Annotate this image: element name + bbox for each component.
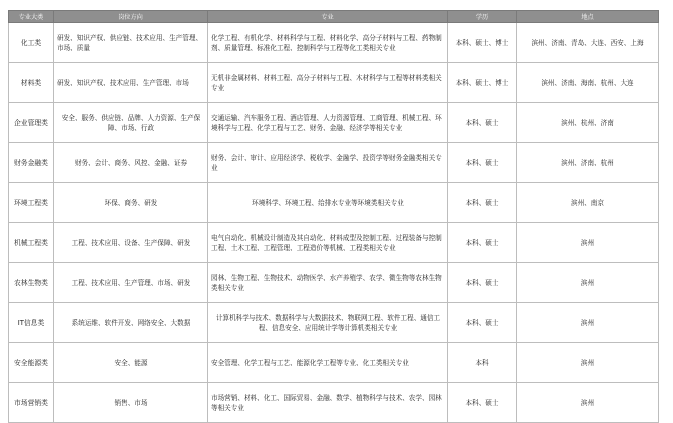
category-cell: 安全能源类 xyxy=(9,343,54,383)
major-cell: 无机非金属材料、材料工程、高分子材料与工程、木材科学与工程等材料类相关专业 xyxy=(208,63,448,103)
header-degree: 学历 xyxy=(448,11,517,23)
table-row xyxy=(9,183,659,223)
major-cell: 市场营销、材料、化工、国际贸易、金融、数学、植物科学与技术、农学、园林等相关专业 xyxy=(208,383,448,423)
category-cell: 财务金融类 xyxy=(9,143,54,183)
table-row xyxy=(9,223,659,263)
position-cell: 研发、知识产权、技术应用、生产管理、市场 xyxy=(54,63,208,103)
location-cell: 滨州、南京 xyxy=(517,183,659,223)
degree-cell: 本科、硕士 xyxy=(448,303,517,343)
position-cell: 系统运维、软件开发、网络安全、大数据 xyxy=(54,303,208,343)
category-cell: 机械工程类 xyxy=(9,223,54,263)
major-cell: 化学工程、有机化学、材料科学与工程、材料化学、高分子材料与工程、药物制剂、质量管理、标准化工程、控制科学与工程等化工类相关专业 xyxy=(208,23,448,63)
category-cell: 环境工程类 xyxy=(9,183,54,223)
location-cell: 滨州 xyxy=(517,223,659,263)
degree-cell: 本科、硕士 xyxy=(448,183,517,223)
degree-cell: 本科、硕士 xyxy=(448,223,517,263)
category-cell: 农林生物类 xyxy=(9,263,54,303)
category-cell: 市场营销类 xyxy=(9,383,54,423)
table-row xyxy=(9,303,659,343)
header-position: 岗位方向 xyxy=(54,11,208,23)
location-cell: 滨州、济南、杭州 xyxy=(517,143,659,183)
location-cell: 滨州 xyxy=(517,303,659,343)
recruitment-table xyxy=(8,10,659,423)
position-cell: 研发、知识产权、供应链、技术应用、生产管理、市场、质量 xyxy=(54,23,208,63)
degree-cell: 本科、硕士 xyxy=(448,263,517,303)
category-cell: 材料类 xyxy=(9,63,54,103)
table-row xyxy=(9,343,659,383)
table-header-row xyxy=(9,11,659,23)
degree-cell: 本科、硕士 xyxy=(448,143,517,183)
category-cell: IT信息类 xyxy=(9,303,54,343)
position-cell: 销售、市场 xyxy=(54,383,208,423)
table-row xyxy=(9,383,659,423)
table-row xyxy=(9,63,659,103)
category-cell: 企业管理类 xyxy=(9,103,54,143)
location-cell: 滨州 xyxy=(517,383,659,423)
major-cell: 财务、会计、审计、应用经济学、税收学、金融学、投资学等财务金融类相关专业 xyxy=(208,143,448,183)
degree-cell: 本科、硕士、博士 xyxy=(448,63,517,103)
degree-cell: 本科 xyxy=(448,343,517,383)
location-cell: 滨州 xyxy=(517,343,659,383)
location-cell: 滨州、杭州、济南 xyxy=(517,103,659,143)
header-major: 专业 xyxy=(208,11,448,23)
position-cell: 环保、商务、研发 xyxy=(54,183,208,223)
table-row xyxy=(9,143,659,183)
header-category: 专业大类 xyxy=(9,11,54,23)
position-cell: 安全、服务、供应链、品牌、人力资源、生产保障、市场、行政 xyxy=(54,103,208,143)
table-row xyxy=(9,263,659,303)
position-cell: 安全、能源 xyxy=(54,343,208,383)
category-cell: 化工类 xyxy=(9,23,54,63)
major-cell: 环境科学、环境工程、给排水专业等环境类相关专业 xyxy=(208,183,448,223)
major-cell: 交通运输、汽车服务工程、酒店管理、人力资源管理、工商管理、机械工程、环境科学与工程、化学工程与工艺、财务、金融、经济学等相关专业 xyxy=(208,103,448,143)
position-cell: 财务、会计、商务、风控、金融、证券 xyxy=(54,143,208,183)
major-cell: 安全管理、化学工程与工艺、能源化学工程等专业、化工类相关专业 xyxy=(208,343,448,383)
table-row xyxy=(9,23,659,63)
table-row xyxy=(9,103,659,143)
location-cell: 滨州、济南、海南、杭州、大连 xyxy=(517,63,659,103)
major-cell: 电气自动化、机械设计制造及其自动化、材料成型及控制工程、过程装备与控制工程、土木工程、工程管理、工程造价等机械、工程类相关专业 xyxy=(208,223,448,263)
degree-cell: 本科、硕士、博士 xyxy=(448,23,517,63)
major-cell: 计算机科学与技术、数据科学与大数据技术、物联网工程、软件工程、通信工程、信息安全、应用统计学等计算机类相关专业 xyxy=(208,303,448,343)
position-cell: 工程、技术应用、设备、生产保障、研发 xyxy=(54,223,208,263)
location-cell: 滨州、济南、青岛、大连、西安、上海 xyxy=(517,23,659,63)
position-cell: 工程、技术应用、生产管理、市场、研发 xyxy=(54,263,208,303)
major-cell: 园林、生物工程、生物技术、动物医学、水产养殖学、农学、微生物等农林生物类相关专业 xyxy=(208,263,448,303)
degree-cell: 本科、硕士 xyxy=(448,103,517,143)
header-location: 地点 xyxy=(517,11,659,23)
location-cell: 滨州 xyxy=(517,263,659,303)
degree-cell: 本科、硕士 xyxy=(448,383,517,423)
